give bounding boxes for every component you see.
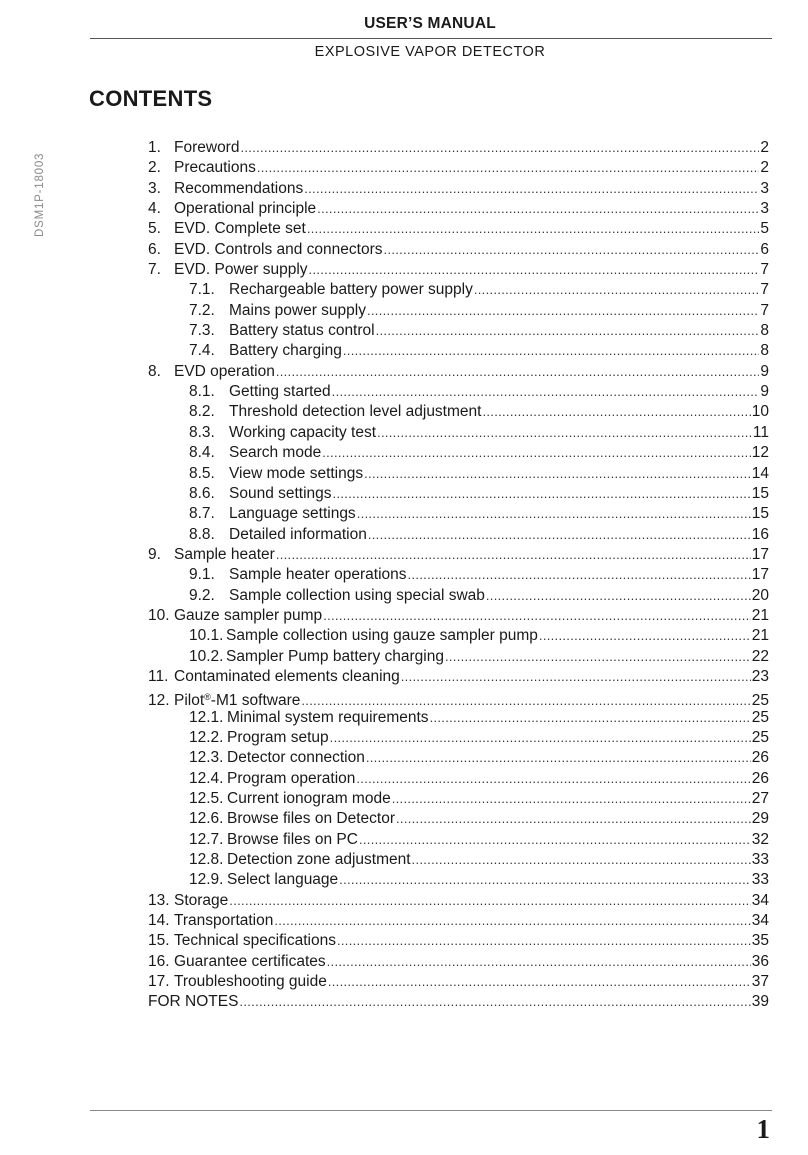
toc-dot-leader bbox=[377, 423, 752, 443]
toc-entry-number: 7.1. bbox=[189, 281, 215, 299]
toc-entry-page: 12 bbox=[751, 444, 769, 462]
toc-dot-leader bbox=[486, 586, 751, 606]
toc-entry-label-part: -M1 software bbox=[210, 692, 301, 710]
toc-entry-number: 14. bbox=[148, 912, 170, 930]
toc-entry-label: Current ionogram mode bbox=[227, 790, 391, 807]
toc-dot-leader bbox=[337, 931, 751, 951]
toc-entry-label: EVD. Power supply bbox=[174, 261, 308, 279]
toc-entry-label: Sampler Pump battery charging bbox=[226, 647, 444, 665]
toc-dot-leader bbox=[412, 850, 751, 870]
toc-entry-number: 17. bbox=[148, 973, 170, 991]
manual-title: USER’S MANUAL bbox=[364, 15, 496, 32]
toc-entry[interactable] bbox=[148, 545, 769, 565]
toc-entry-label-part: Pilot bbox=[174, 692, 205, 710]
toc-entry-page: 8 bbox=[760, 322, 769, 340]
toc-entry-label: Program setup bbox=[227, 728, 329, 746]
toc-dot-leader bbox=[339, 870, 751, 890]
toc-entry[interactable] bbox=[148, 952, 769, 972]
toc-dot-leader bbox=[430, 708, 751, 728]
toc-entry[interactable] bbox=[148, 728, 769, 748]
toc-entry-number: 8.4. bbox=[189, 444, 215, 462]
toc-dot-leader bbox=[368, 525, 751, 545]
toc-dot-leader bbox=[274, 911, 750, 931]
toc-entry-label: Browse files on PC bbox=[227, 830, 358, 848]
toc-entry-page: 33 bbox=[751, 871, 769, 889]
toc-entry[interactable] bbox=[148, 341, 769, 361]
toc-dot-leader bbox=[304, 179, 759, 199]
toc-entry-number: 11. bbox=[148, 667, 169, 685]
toc-entry[interactable] bbox=[148, 606, 769, 626]
toc-entry-label: Gauze sampler pump bbox=[174, 606, 323, 624]
toc-entry-number: 7. bbox=[148, 261, 161, 279]
toc-entry[interactable] bbox=[148, 138, 769, 158]
toc-entry-label: Program operation bbox=[227, 769, 356, 787]
toc-entry-number: 13. bbox=[148, 891, 170, 909]
toc-entry[interactable] bbox=[148, 179, 769, 199]
toc-dot-leader bbox=[239, 992, 750, 1012]
toc-entry-page: 25 bbox=[751, 708, 769, 726]
registered-mark: ® bbox=[204, 692, 211, 703]
toc-dot-leader bbox=[276, 545, 751, 565]
toc-entry-label: Detector connection bbox=[227, 749, 365, 767]
toc-entry-label: Minimal system requirements bbox=[227, 708, 429, 726]
toc-entry-label: EVD operation bbox=[174, 362, 275, 380]
toc-entry-page: 25 bbox=[751, 728, 769, 746]
toc-entry[interactable] bbox=[148, 199, 769, 219]
toc-entry[interactable] bbox=[148, 769, 769, 789]
toc-entry-label: Contaminated elements cleaning bbox=[174, 667, 400, 685]
toc-entry-page: 29 bbox=[751, 810, 769, 828]
toc-dot-leader bbox=[240, 138, 759, 158]
toc-dot-leader bbox=[401, 667, 751, 687]
toc-dot-leader bbox=[343, 341, 760, 361]
toc-entry[interactable] bbox=[148, 809, 769, 829]
toc-entry-number: 8.8. bbox=[189, 525, 215, 543]
toc-entry-page: 2 bbox=[760, 159, 769, 177]
toc-entry[interactable] bbox=[148, 402, 769, 422]
toc-entry-number: 5. bbox=[148, 220, 161, 238]
toc-entry-label: Select language bbox=[227, 871, 339, 889]
toc-entry-label: EVD. Complete set bbox=[174, 220, 306, 238]
toc-entry-page: 17 bbox=[751, 566, 769, 584]
toc-entry-label: View mode settings bbox=[229, 464, 364, 482]
toc-entry[interactable] bbox=[148, 972, 769, 992]
toc-dot-leader bbox=[539, 626, 751, 646]
toc-dot-leader bbox=[366, 748, 751, 768]
toc-entry-number: 8.3. bbox=[189, 423, 215, 441]
toc-entry-number: 12.1. bbox=[189, 708, 224, 726]
toc-entry-number: 16. bbox=[148, 952, 170, 970]
toc-entry-label: Search mode bbox=[229, 444, 322, 462]
toc-entry-label: Foreword bbox=[174, 139, 240, 156]
toc-entry-number: 12.7. bbox=[189, 830, 224, 848]
toc-entry-page: 21 bbox=[751, 606, 769, 624]
toc-entry-page: 33 bbox=[751, 851, 769, 869]
toc-entry-number: 7.4. bbox=[189, 342, 215, 360]
toc-entry-number: 12. bbox=[148, 692, 170, 710]
toc-entry-number: 9.2. bbox=[189, 586, 215, 604]
toc-entry[interactable] bbox=[148, 464, 769, 484]
toc-entry[interactable] bbox=[148, 667, 769, 687]
toc-entry-page: 3 bbox=[760, 179, 769, 197]
toc-entry-number: 12.6. bbox=[189, 810, 224, 828]
toc-entry-page: 26 bbox=[751, 769, 769, 787]
toc-entry-page: 16 bbox=[751, 525, 769, 543]
toc-entry[interactable] bbox=[148, 687, 769, 710]
toc-entry[interactable] bbox=[148, 280, 769, 300]
toc-dot-leader bbox=[257, 158, 760, 178]
table-of-contents bbox=[148, 138, 769, 1013]
toc-entry[interactable] bbox=[148, 911, 769, 931]
toc-entry-number: 12.8. bbox=[189, 851, 224, 869]
toc-entry-label: Storage bbox=[174, 891, 229, 909]
toc-entry-page: 3 bbox=[760, 200, 769, 218]
toc-entry-page: 10 bbox=[751, 403, 769, 421]
toc-dot-leader bbox=[328, 972, 751, 992]
toc-dot-leader bbox=[384, 240, 760, 260]
toc-entry-label: Battery charging bbox=[229, 342, 342, 360]
toc-entry-label: Detailed information bbox=[229, 525, 367, 543]
toc-entry-label: Detection zone adjustment bbox=[227, 851, 411, 869]
toc-entry-number: 12.5. bbox=[189, 790, 224, 807]
toc-entry[interactable] bbox=[148, 565, 769, 585]
toc-entry[interactable] bbox=[148, 240, 769, 260]
toc-entry-page: 25 bbox=[751, 692, 769, 710]
toc-dot-leader bbox=[229, 891, 750, 911]
toc-dot-leader bbox=[392, 789, 751, 809]
toc-entry-label: Rechargeable battery power supply bbox=[229, 281, 473, 299]
toc-entry-number: 8.6. bbox=[189, 484, 215, 502]
toc-entry-label: Getting started bbox=[229, 383, 331, 401]
toc-entry-page: 6 bbox=[760, 240, 769, 258]
page-number: 1 bbox=[756, 1114, 770, 1144]
toc-dot-leader bbox=[322, 443, 751, 463]
toc-entry[interactable] bbox=[148, 992, 769, 1012]
toc-entry-number: 7.3. bbox=[189, 322, 215, 340]
toc-entry-label: Browse files on Detector bbox=[227, 810, 395, 828]
toc-entry[interactable] bbox=[148, 708, 769, 728]
toc-entry-page: 9 bbox=[760, 383, 769, 401]
toc-entry-label: Battery status control bbox=[229, 322, 375, 340]
document-code: DSM1P-18003 bbox=[34, 152, 46, 237]
toc-dot-leader bbox=[333, 484, 751, 504]
toc-entry-number: 12.4. bbox=[189, 769, 224, 787]
toc-entry-number: 10.1. bbox=[189, 627, 224, 645]
toc-dot-leader bbox=[276, 362, 760, 382]
toc-entry[interactable] bbox=[148, 586, 769, 606]
toc-entry-number: 7.2. bbox=[189, 301, 215, 319]
toc-dot-leader bbox=[330, 728, 751, 748]
toc-entry[interactable] bbox=[148, 260, 769, 280]
toc-entry-page: 9 bbox=[760, 362, 769, 380]
toc-dot-leader bbox=[474, 280, 760, 300]
toc-entry-number: 8.7. bbox=[189, 505, 215, 523]
toc-dot-leader bbox=[327, 952, 751, 972]
toc-entry[interactable] bbox=[148, 850, 769, 870]
toc-entry-number: 2. bbox=[148, 159, 161, 177]
toc-entry-number: 8.1. bbox=[189, 383, 215, 401]
toc-entry-page: 7 bbox=[760, 261, 769, 279]
toc-entry[interactable] bbox=[148, 647, 769, 667]
footer-divider bbox=[90, 1110, 772, 1111]
toc-entry-label: Sample collection using special swab bbox=[229, 586, 485, 604]
toc-entry-number: 12.9. bbox=[189, 871, 224, 889]
toc-dot-leader bbox=[323, 606, 751, 626]
toc-entry[interactable] bbox=[148, 443, 769, 463]
toc-entry-label: Working capacity test bbox=[229, 423, 377, 441]
toc-entry-label: Precautions bbox=[174, 159, 256, 177]
toc-entry-number: 4. bbox=[148, 200, 161, 218]
toc-entry-number: 6. bbox=[148, 240, 161, 258]
toc-entry-number: 8.2. bbox=[189, 403, 215, 421]
toc-entry-label: Sample collection using gauze sampler pump bbox=[226, 627, 538, 645]
toc-entry-number: 8.5. bbox=[189, 464, 215, 482]
toc-entry-number: 9.1. bbox=[189, 566, 215, 584]
toc-entry[interactable] bbox=[148, 870, 769, 890]
toc-dot-leader bbox=[367, 301, 759, 321]
toc-entry-label: Technical specifications bbox=[174, 932, 336, 950]
toc-entry-number: 3. bbox=[148, 179, 161, 197]
toc-entry-number: 12.3. bbox=[189, 749, 224, 767]
toc-entry-label: Guarantee certificates bbox=[174, 952, 326, 970]
toc-entry[interactable] bbox=[148, 891, 769, 911]
toc-entry-label: FOR NOTES bbox=[148, 993, 239, 1011]
toc-entry-page: 21 bbox=[751, 627, 769, 645]
toc-entry-label: Transportation bbox=[174, 912, 274, 930]
toc-entry[interactable] bbox=[148, 525, 769, 545]
toc-entry[interactable] bbox=[148, 830, 769, 850]
toc-entry-label: Sample heater bbox=[174, 545, 275, 563]
toc-entry-page: 34 bbox=[751, 891, 769, 909]
toc-entry[interactable] bbox=[148, 219, 769, 239]
toc-entry-page: 22 bbox=[751, 647, 769, 665]
toc-dot-leader bbox=[309, 260, 760, 280]
toc-entry[interactable] bbox=[148, 748, 769, 768]
toc-entry-number: 1. bbox=[148, 139, 161, 156]
toc-entry-page: 15 bbox=[751, 505, 769, 523]
contents-heading: CONTENTS bbox=[89, 86, 213, 111]
toc-entry-number: 8. bbox=[148, 362, 161, 380]
toc-entry-page: 17 bbox=[751, 545, 769, 563]
toc-dot-leader bbox=[359, 830, 751, 850]
toc-entry-page: 23 bbox=[751, 667, 769, 685]
toc-entry-page: 37 bbox=[751, 973, 769, 991]
toc-entry[interactable] bbox=[148, 423, 769, 443]
toc-dot-leader bbox=[408, 565, 751, 585]
toc-entry-page: 8 bbox=[760, 342, 769, 360]
toc-entry-number: 10.2. bbox=[189, 647, 224, 665]
manual-subtitle: EXPLOSIVE VAPOR DETECTOR bbox=[314, 44, 546, 60]
toc-entry-page: 2 bbox=[760, 139, 769, 156]
toc-entry[interactable] bbox=[148, 789, 769, 809]
toc-entry[interactable] bbox=[148, 504, 769, 524]
toc-dot-leader bbox=[482, 402, 750, 422]
toc-entry[interactable] bbox=[148, 931, 769, 951]
toc-entry-page: 39 bbox=[751, 993, 769, 1011]
toc-entry-label: EVD. Controls and connectors bbox=[174, 240, 383, 258]
toc-entry-label: Operational principle bbox=[174, 200, 317, 218]
toc-entry-label: Recommendations bbox=[174, 179, 304, 197]
toc-entry-label: Sample heater operations bbox=[229, 566, 407, 584]
toc-entry[interactable] bbox=[148, 321, 769, 341]
toc-entry-page: 7 bbox=[760, 281, 769, 299]
toc-dot-leader bbox=[356, 769, 750, 789]
toc-entry-label: Threshold detection level adjustment bbox=[229, 403, 482, 421]
toc-entry[interactable] bbox=[148, 382, 769, 402]
toc-entry-label: Sound settings bbox=[229, 484, 332, 502]
toc-dot-leader bbox=[396, 809, 751, 829]
toc-entry-page: 27 bbox=[751, 790, 769, 807]
header-divider bbox=[90, 38, 772, 39]
toc-entry-page: 5 bbox=[760, 220, 769, 238]
toc-entry-label: Language settings bbox=[229, 505, 356, 523]
toc-dot-leader bbox=[332, 382, 760, 402]
toc-entry[interactable] bbox=[148, 626, 769, 646]
toc-dot-leader bbox=[357, 504, 751, 524]
toc-dot-leader bbox=[364, 464, 751, 484]
toc-entry[interactable] bbox=[148, 301, 769, 321]
toc-entry-page: 34 bbox=[751, 912, 769, 930]
toc-entry-page: 35 bbox=[751, 932, 769, 950]
toc-entry[interactable] bbox=[148, 158, 769, 178]
toc-entry-page: 26 bbox=[751, 749, 769, 767]
toc-entry-page: 36 bbox=[751, 952, 769, 970]
toc-entry-page: 20 bbox=[751, 586, 769, 604]
toc-entry-page: 32 bbox=[751, 830, 769, 848]
toc-dot-leader bbox=[445, 647, 751, 667]
toc-entry-label: Mains power supply bbox=[229, 301, 366, 319]
toc-entry-page: 15 bbox=[751, 484, 769, 502]
toc-dot-leader bbox=[376, 321, 760, 341]
toc-entry-number: 9. bbox=[148, 545, 161, 563]
toc-entry[interactable] bbox=[148, 484, 769, 504]
toc-entry-page: 7 bbox=[760, 301, 769, 319]
toc-entry[interactable] bbox=[148, 362, 769, 382]
toc-entry-label: Troubleshooting guide bbox=[174, 973, 327, 991]
toc-entry-number: 10. bbox=[148, 606, 170, 624]
toc-entry-page: 11 bbox=[752, 423, 769, 441]
toc-entry-page: 14 bbox=[751, 464, 769, 482]
toc-entry-number: 12.2. bbox=[189, 728, 224, 746]
toc-entry-number: 15. bbox=[148, 932, 170, 950]
toc-dot-leader bbox=[307, 219, 760, 239]
toc-dot-leader bbox=[317, 199, 759, 219]
